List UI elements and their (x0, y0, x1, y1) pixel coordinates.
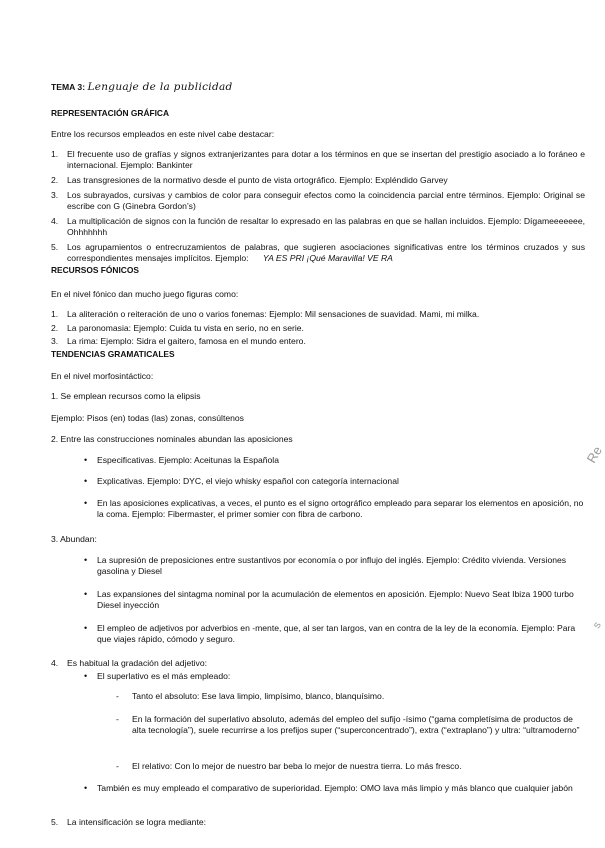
item-number: 3. (51, 190, 59, 200)
item-number: 4. (51, 216, 59, 226)
item-number: 5. (51, 242, 59, 252)
bullet-text: La supresión de preposiciones entre sustantivos por economía o por influjo del inglés. Ejemplo: Crédito vivienda. Versiones gasolina y Diesel (97, 555, 567, 576)
bullet-icon: • (84, 498, 88, 508)
bullet-icon: • (84, 555, 88, 565)
item-number: 2. (51, 323, 59, 333)
bullet-text: El empleo de adjetivos por adverbios en -mente, que, al ser tan largos, van en contra de la ley de la economía. Ejemplo: Para que viajes rápido, cómodo y seguro. (97, 623, 576, 644)
watermark-fragment: s (590, 619, 604, 631)
item-text: La rima: Ejemplo: Sidra el gaitero, famosa en el mundo entero. (67, 336, 306, 346)
item-text: Las transgresiones de la normativo desde el punto de vista ortográfico. Ejemplo: Expléndido Garvey (67, 175, 448, 185)
dash-text: El relativo: Con lo mejor de nuestro bar beba lo mejor de nuestra tierra. Lo más fresco. (132, 761, 462, 771)
bullet-icon: • (84, 476, 88, 486)
intro-grafica: Entre los recursos empleados en este nivel cabe destacar: (51, 129, 275, 139)
item-text: Es habitual la gradación del adjetivo: (67, 658, 207, 668)
heading-representacion-grafica: REPRESENTACIÓN GRÁFICA (51, 108, 170, 118)
bullet-text: Las expansiones del sintagma nominal por la acumulación de elementos en aposición. Ejemplo: Nuevo Seat Ibiza 1900 turbo Diesel inyección (97, 589, 574, 610)
heading-tendencias-gramaticales: TENDENCIAS GRAMATICALES (51, 349, 175, 359)
bullet-icon: • (84, 589, 88, 599)
list-item-elipsis: 1. Se emplean recursos como la elipsis (51, 391, 201, 401)
item-text: La multiplicación de signos con la función de resaltar lo expresado en las palabras en que se hallan incluidos. Ejemplo: Dígameeeeeee, Ohhhhhhh (67, 216, 585, 237)
bullet-text: Explicativas. Ejemplo: DYC, el viejo whisky español con categoría internacional (97, 476, 399, 486)
bullet-icon: • (84, 623, 88, 633)
watermark-fragment: Re (583, 443, 605, 466)
bullet-text: En las aposiciones explicativas, a veces, el punto es el signo ortográfico empleado para separar los elementos en aposición, no la coma. Ejemplo: Fibermaster, el primer somier con fibra de carbono. (97, 498, 584, 519)
bullet-icon: • (84, 455, 88, 465)
bullet-icon: • (84, 783, 88, 793)
example-elipsis: Ejemplo: Pisos (en) todas (las) zonas, consúltenos (51, 413, 244, 423)
dash-text: En la formación del superlativo absoluto, además del empleo del sufijo -ísimo (“gama completísima de productos de alta tecnología”), suele recurrirse a los prefijos super (“superconcentrado”), extra (“extraplano”) y ultra: “ultramoderno” (132, 714, 580, 735)
item-number: 4. (51, 658, 59, 668)
dash-marker: - (116, 691, 119, 701)
bullet-text: El superlativo es el más empleado: (97, 671, 231, 681)
list-item-aposiciones: 2. Entre las construcciones nominales abundan las aposiciones (51, 434, 293, 444)
item-text: La aliteración o reiteración de uno o varios fonemas: Ejemplo: Mil sensaciones de suavidad. Mami, mi milka. (67, 309, 480, 319)
bullet-icon: • (84, 671, 88, 681)
dash-marker: - (116, 761, 119, 771)
heading-recursos-fonicos: RECURSOS FÓNICOS (51, 265, 139, 275)
intro-gramaticales: En el nivel morfosintáctico: (51, 371, 154, 381)
item-number: 3. (51, 336, 59, 346)
item-text: La intensificación se logra mediante: (67, 817, 207, 827)
dash-marker: - (116, 714, 119, 724)
title-subtitle: Lenguaje de la publicidad (87, 81, 233, 93)
item-text (67, 242, 585, 264)
bullet-text: Especificativas. Ejemplo: Aceitunas la Española (97, 455, 279, 465)
document-title (51, 82, 233, 93)
item-example: YA ES PRI ¡Qué Maravilla! VE RA (262, 253, 393, 263)
item-text: La paronomasia: Ejemplo: Cuida tu vista en serio, no en serie. (67, 323, 304, 333)
item-text-body: Los agrupamientos o entrecruzamientos de palabras, que sugieren asociaciones significativas entre los términos cruzados y sus correspondientes mensajes implícitos. Ejemplo: (67, 242, 585, 263)
item-number: 1. (51, 149, 59, 159)
list-item-abundan: 3. Abundan: (51, 534, 97, 544)
intro-fonicos: En el nivel fónico dan mucho juego figuras como: (51, 289, 239, 299)
bullet-text: También es muy empleado el comparativo de superioridad. Ejemplo: OMO lava más limpio y más blanco que cualquier jabón (97, 783, 573, 793)
item-text: El frecuente uso de grafías y signos extranjerizantes para dotar a los términos en que se insertan del prestigio asociado a lo foráneo e internacional. Ejemplo: Bankinter (67, 149, 585, 170)
item-number: 5. (51, 817, 59, 827)
item-number: 1. (51, 309, 59, 319)
item-number: 2. (51, 175, 59, 185)
title-label: TEMA 3: (51, 82, 86, 92)
dash-text: Tanto el absoluto: Ese lava limpio, limpísimo, blanco, blanquísimo. (132, 691, 385, 701)
item-text: Los subrayados, cursivas y cambios de color para conseguir efectos como la coincidencia parcial entre términos. Ejemplo: Original se escribe con G (Ginebra Gordon’s) (67, 190, 585, 211)
